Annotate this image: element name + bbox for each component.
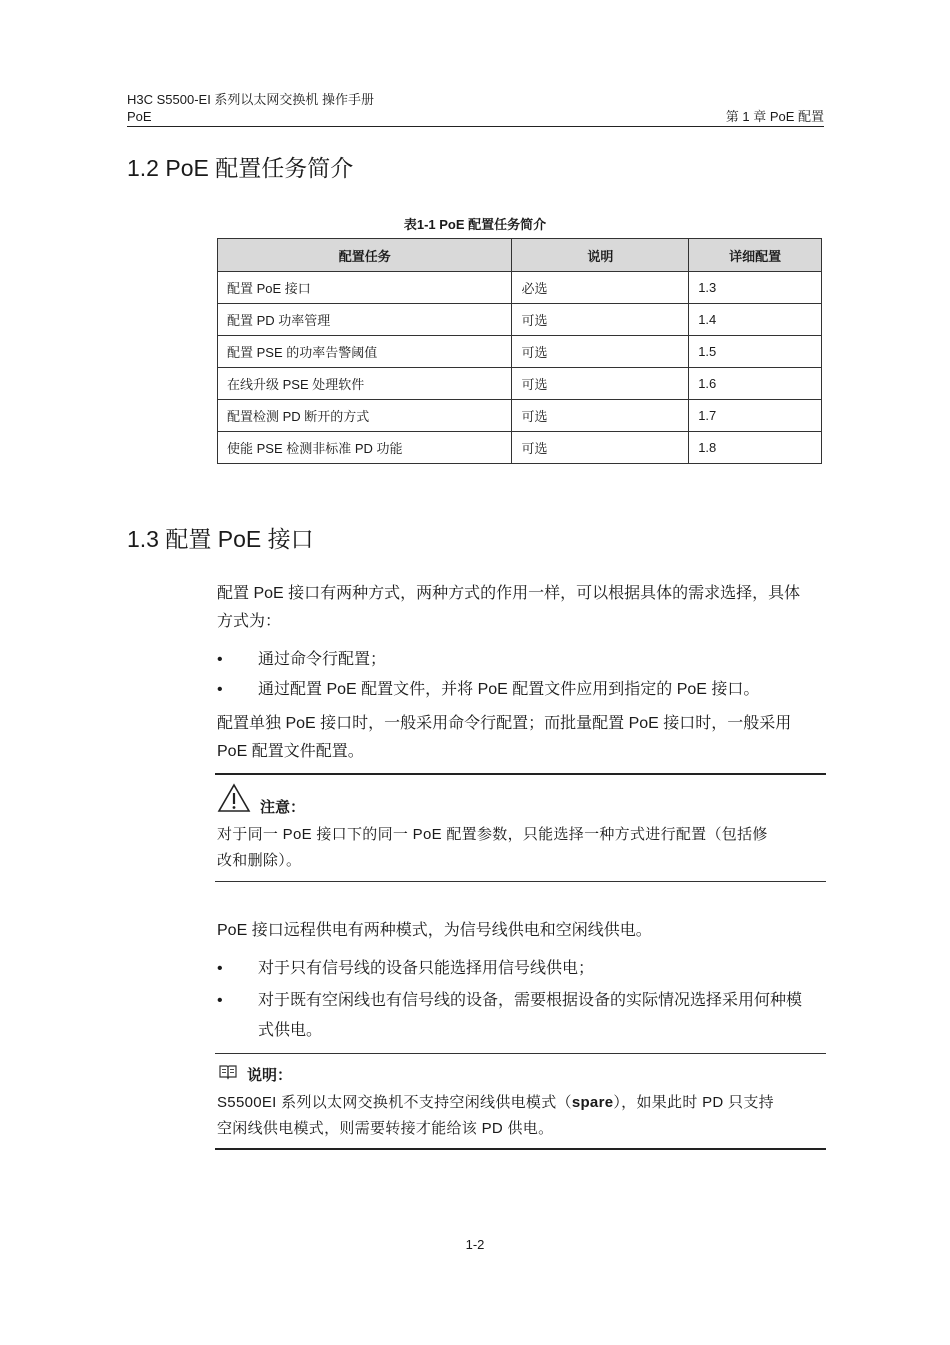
caution-line: 对于同一 PoE 接口下的同一 PoE 配置参数，只能选择一种方式进行配置（包括修 bbox=[217, 826, 768, 843]
task-cell: 配置 PSE 的功率告警阈值 bbox=[218, 336, 512, 368]
note-bottom-rule bbox=[215, 1148, 826, 1150]
section-ref-cell: 1.4 bbox=[689, 304, 822, 336]
caution-top-rule bbox=[215, 773, 826, 775]
bullet-icon: • bbox=[217, 960, 223, 977]
task-cell: 配置 PD 功率管理 bbox=[218, 304, 512, 336]
list-item-text: 对于既有空闲线也有信号线的设备，需要根据设备的实际情况选择采用何种模 bbox=[258, 992, 803, 1009]
section-ref-cell: 1.6 bbox=[689, 368, 822, 400]
usage-paragraph bbox=[217, 710, 825, 766]
note-text-segment: ），如果此时 PD 只支持 bbox=[613, 1094, 774, 1111]
column-header: 详细配置 bbox=[689, 239, 822, 272]
list-item bbox=[217, 676, 825, 704]
section-ref-cell: 1.3 bbox=[689, 272, 822, 304]
usage-line: PoE 配置文件配置。 bbox=[217, 743, 364, 760]
task-cell: 使能 PSE 检测非标准 PD 功能 bbox=[218, 432, 512, 464]
list-item-text: 通过配置 PoE 配置文件，并将 PoE 配置文件应用到指定的 PoE 接口。 bbox=[258, 681, 760, 698]
power-mode-intro: PoE 接口远程供电有两种模式，为信号线供电和空闲线供电。 bbox=[217, 922, 652, 939]
caution-bottom-rule bbox=[215, 881, 826, 882]
page-number: 1-2 bbox=[465, 1237, 485, 1252]
caution-text bbox=[217, 822, 825, 874]
intro-line: 方式为： bbox=[217, 613, 282, 630]
list-item bbox=[217, 646, 825, 674]
requirement-cell: 可选 bbox=[512, 400, 689, 432]
intro-line: 配置 PoE 接口有两种方式，两种方式的作用一样，可以根据具体的需求选择，具体 bbox=[217, 585, 801, 602]
list-item-text: 通过命令行配置； bbox=[258, 651, 387, 668]
requirement-cell: 可选 bbox=[512, 368, 689, 400]
bullet-icon: • bbox=[217, 992, 223, 1009]
doc-title: H3C S5500-EI 系列以太网交换机 操作手册 bbox=[127, 92, 375, 107]
note-line: 空闲线供电模式，则需要转接才能给该 PD 供电。 bbox=[217, 1120, 554, 1137]
config-task-table bbox=[217, 238, 822, 464]
table-row bbox=[218, 400, 822, 432]
requirement-cell: 可选 bbox=[512, 336, 689, 368]
table-row bbox=[218, 336, 822, 368]
intro-paragraph bbox=[217, 580, 825, 636]
usage-line: 配置单独 PoE 接口时，一般采用命令行配置；而批量配置 PoE 接口时，一般采用 bbox=[217, 715, 792, 732]
table-row bbox=[218, 432, 822, 464]
table-row bbox=[218, 272, 822, 304]
spare-keyword: spare bbox=[571, 1094, 614, 1111]
note-top-rule bbox=[215, 1053, 826, 1054]
table-row bbox=[218, 304, 822, 336]
warning-triangle-icon bbox=[217, 783, 251, 813]
section-ref-cell: 1.5 bbox=[689, 336, 822, 368]
task-cell: 配置检测 PD 断开的方式 bbox=[218, 400, 512, 432]
list-item bbox=[217, 987, 825, 1043]
column-header: 说明 bbox=[512, 239, 689, 272]
requirement-cell: 可选 bbox=[512, 304, 689, 336]
section-heading-1-2: 1.2 PoE 配置任务简介 bbox=[127, 155, 354, 181]
task-cell: 配置 PoE 接口 bbox=[218, 272, 512, 304]
book-icon bbox=[218, 1064, 238, 1080]
table-row bbox=[218, 368, 822, 400]
section-ref-cell: 1.7 bbox=[689, 400, 822, 432]
list-item bbox=[217, 955, 825, 983]
header-rule bbox=[127, 126, 824, 127]
column-header: 配置任务 bbox=[218, 239, 512, 272]
note-text-segment: S5500EI 系列以太网交换机不支持空闲线供电模式（ bbox=[217, 1094, 572, 1111]
section-ref-cell: 1.8 bbox=[689, 432, 822, 464]
table-header-row bbox=[218, 239, 822, 272]
caution-line: 改和删除）。 bbox=[217, 852, 302, 869]
list-item-text: 对于只有信号线的设备只能选择用信号线供电； bbox=[258, 960, 595, 977]
note-label: 说明： bbox=[247, 1067, 293, 1084]
chapter-label: 第 1 章 PoE 配置 bbox=[725, 109, 824, 124]
list-item-text-continued: 式供电。 bbox=[258, 1022, 323, 1039]
section-heading-1-3: 1.3 配置 PoE 接口 bbox=[127, 526, 314, 552]
bullet-icon: • bbox=[217, 681, 223, 698]
caution-label: 注意： bbox=[260, 799, 306, 816]
requirement-cell: 必选 bbox=[512, 272, 689, 304]
table-caption: 表1-1 PoE 配置任务简介 bbox=[403, 217, 547, 232]
note-text bbox=[217, 1090, 825, 1142]
task-cell: 在线升级 PSE 处理软件 bbox=[218, 368, 512, 400]
bullet-icon: • bbox=[217, 651, 223, 668]
module-name: PoE bbox=[127, 109, 152, 124]
requirement-cell: 可选 bbox=[512, 432, 689, 464]
note-line bbox=[217, 1090, 825, 1116]
